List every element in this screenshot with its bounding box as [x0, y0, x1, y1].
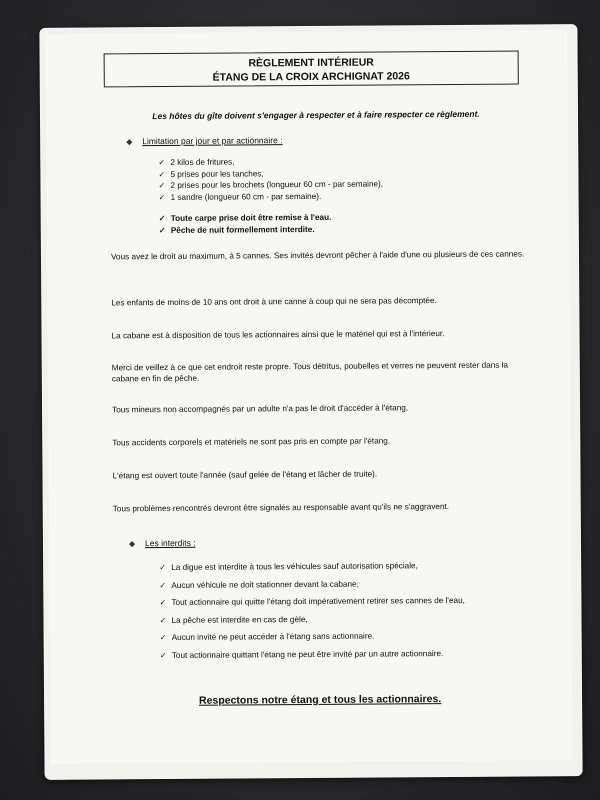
- list-item: ✓ Aucun véhicule ne doit stationner devant la cabane,: [159, 574, 465, 594]
- list-item: ✓ La pêche est interdite en cas de gèle,: [159, 609, 465, 629]
- title-line-2: ÉTANG DE LA CROIX ARCHIGNAT 2026: [212, 70, 410, 84]
- check-icon: ✓: [159, 598, 167, 608]
- rules-document: [45, 30, 572, 764]
- check-icon: ✓: [158, 169, 166, 179]
- paragraph-mineurs: Tous mineurs non accompagnés par un adulte n'a pas le droit d'accéder à l'étang,: [112, 403, 409, 415]
- diamond-bullet-icon: ◆: [128, 539, 136, 549]
- list-item: ✓ Tout actionnaire qui quitte l'étang doit impérativement retirer ses cannes de l'eau,: [159, 592, 465, 612]
- list-item: ✓ La digue est interdite à tous les véhicules sauf autorisation spéciale,: [159, 557, 465, 577]
- check-icon: ✓: [158, 180, 166, 191]
- list-item: ✓ 2 kilos de fritures,: [158, 157, 235, 168]
- limits-bold-list: [159, 212, 332, 236]
- paragraph-accidents: Tous accidents corporels et matériels ne sont pas pris en compte par l'étang.: [112, 436, 391, 448]
- title-box: [104, 51, 519, 88]
- list-item: ✓ 2 prises pour les brochets (longueur 60 cm - par semaine),: [158, 179, 384, 191]
- check-icon: ✓: [159, 633, 167, 643]
- paragraph-problemes: Tous problèmes rencontrés devront être signalés au responsable avant qu'ils ne s'aggravent.: [112, 502, 450, 514]
- paragraph-proprete: Merci de veillez à ce que cet endroit reste propre. Tous détritus, poubelles et verres ne peuvent rester dans la cabane en fin de pêche.: [111, 360, 509, 384]
- list-item: ✓ 5 prises pour les tanches,: [158, 168, 264, 179]
- paragraph-cabane: La cabane est à disposition de tous les actionnaires ainsi que le matériel qui est à l'intérieur.: [111, 329, 445, 341]
- intro-text: Les hôtes du gîte doivent s'engager à respecter et à faire respecter ce règlement.: [152, 108, 480, 122]
- title-line-1: RÈGLEMENT INTÉRIEUR: [248, 56, 374, 70]
- closing-statement: Respectons notre étang et tous les actionnaires.: [198, 693, 442, 707]
- paragraph-ouverture: L'étang est ouvert toute l'année (sauf gelée de l'étang et lâcher de truite).: [112, 469, 378, 481]
- limits-list: [158, 155, 383, 203]
- check-icon: ✓: [158, 225, 166, 235]
- list-item: ✓ Tout actionnaire quittant l'étang ne peut être invité par un autre actionnaire.: [160, 644, 466, 664]
- check-icon: ✓: [159, 563, 166, 573]
- list-item: ✓ Toute carpe prise doit être remise à l'eau.: [158, 212, 332, 224]
- forbidden-list: [159, 557, 465, 664]
- list-item: ✓ Pêche de nuit formellement interdite.: [158, 224, 315, 235]
- check-icon: ✓: [159, 580, 167, 590]
- list-item: ✓ 1 sandre (longueur 60 cm - par semaine).: [158, 191, 322, 202]
- check-icon: ✓: [158, 192, 166, 202]
- check-icon: ✓: [159, 650, 167, 660]
- check-icon: ✓: [158, 157, 166, 168]
- check-icon: ✓: [159, 615, 167, 625]
- diamond-bullet-icon: ◆: [126, 137, 133, 147]
- paragraph-enfants: Les enfants de moins de 10 ans ont droit à une canne à coup qui ne sera pas décomptée.: [111, 296, 437, 308]
- forbidden-heading: Les interdits :: [144, 537, 196, 549]
- check-icon: ✓: [158, 213, 166, 224]
- paragraph-cannes: Vous avez le droit au maximum, à 5 cannes. Ses invités devront pêcher à l'aide d'une ou plusieurs de ces cannes.: [110, 249, 525, 262]
- list-item: ✓ Aucun invité ne peut accéder à l'étang sans actionnaire.: [160, 627, 466, 647]
- limits-heading: Limitation par jour et par actionnaire :: [142, 135, 283, 147]
